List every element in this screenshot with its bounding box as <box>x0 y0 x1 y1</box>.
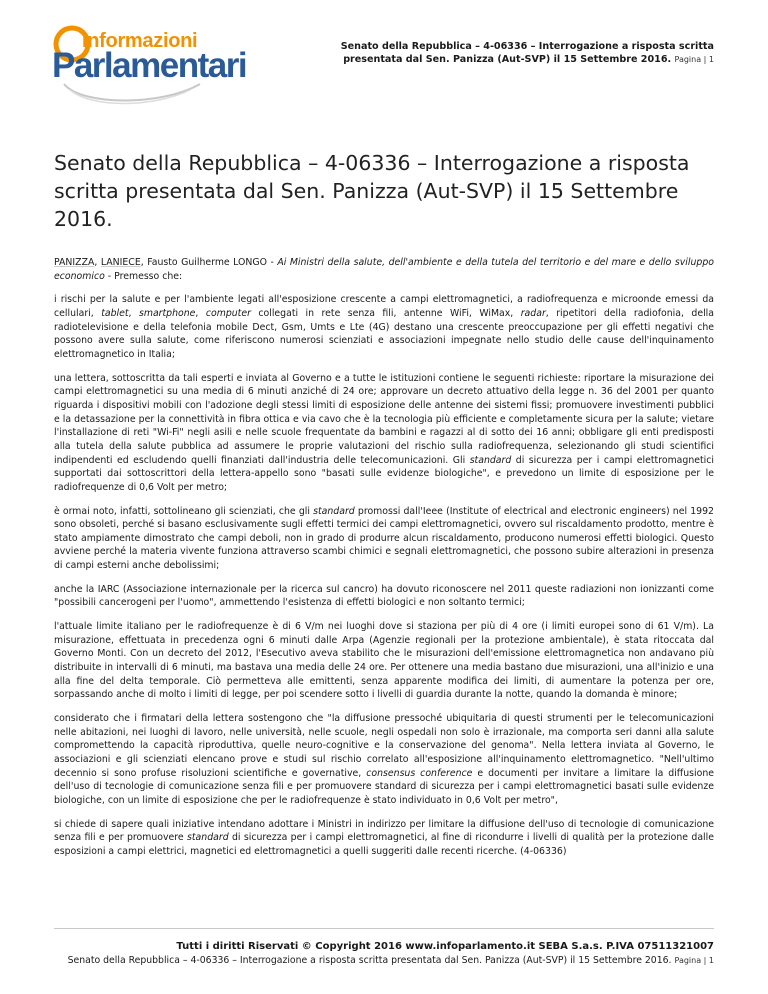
paragraph <box>54 712 714 808</box>
text-run: i rischi per la salute e per l'ambiente legati all'esposizione crescente a campi elettromagnetici, a radiofrequenza e microonde emessi da cellulari, <box>54 294 714 319</box>
italic-term: standard <box>469 454 512 466</box>
addressee: Ai Ministri della salute, dell'ambiente e della tutela del territorio e del mare e dello sviluppo economico <box>54 257 714 282</box>
premise: - Premesso che: <box>104 270 183 282</box>
text-run: di sicurezza per i campi elettromagnetici, al fine di ricondurre i livelli di qualità per la protezione dalle esposizioni a campi elettrici, magnetici ed elettromagnetici a quelli suggeriti dalle recenti ricerche. (4-06336) <box>54 832 714 857</box>
senator-name: Fausto Guilherme LONGO <box>147 257 267 268</box>
text-run: , <box>195 307 206 319</box>
text-run: collegati in rete senza fili, antenne WiFi, WiMax, <box>250 307 521 319</box>
italic-term: tablet <box>101 307 129 319</box>
running-header-line1: Senato della Repubblica – 4-06336 – Interrogazione a risposta scritta <box>340 41 714 52</box>
site-logo <box>52 14 247 106</box>
intro-paragraph: PANIZZA, LANIECE, Fausto Guilherme LONGO - Ai Ministri della salute, dell'ambiente e della tutela del territorio e del mare e dello sviluppo economico - Premesso che: <box>54 257 714 282</box>
text-run: , ripetitori della radiofonia, della radiotelevisione e della telefonia mobile Dect, Gsm, Umts e Lte (4G) destano una crescente preoccupazione per gli effetti negativi che possono avere sulla salute, come riferiscono numerosi scienziati e associazioni impegnate nello studio delle cause dell'inquinamento elettromagnetico in Italia; <box>54 307 714 360</box>
running-header-line2: presentata dal Sen. Panizza (Aut-SVP) il 15 Settembre 2016. <box>343 54 672 65</box>
paragraph <box>54 372 714 495</box>
header-page-number: Pagina | 1 <box>674 55 714 64</box>
text-run: si chiede di sapere quali iniziative intendano adottare i Ministri in indirizzo per limitare la diffusione dell'uso di tecnologie di comunicazione senza fili e per promuovere <box>54 818 714 844</box>
text-run: di sicurezza per i campi elettromagnetici supportati dai sottoscrittori della lettera-appello sono "basati sulle evidenze biologiche", e prevedono un limite di esposizione per le radiofrequenze di 0,6 Volt per metro; <box>54 454 714 493</box>
text-run: promossi dall'Ieee (Institute of electrical and electronic engineers) nel 1992 sono obsoleti, perché si basano esclusivamente sugli effetti termici dei campi elettromagnetici, ovvero sul riscaldamento prodotto, mentre è stato ampiamente dimostrato che campi deboli, non in grado di produrre alcun riscaldamento, producono numerosi effetti biologici. Questo avviene perché la materia vivente funziona attraverso scambi chimici e segnali elettromagnetici, che possono subire alterazioni in presenza di campi esterni anche debolissimi; <box>54 505 714 572</box>
italic-term: computer <box>205 307 251 319</box>
running-header <box>314 40 714 66</box>
document-title-line2: scritta presentata dal Sen. Panizza (Aut-SVP) il 15 Settembre 2016. <box>54 179 679 231</box>
paragraph <box>54 505 714 573</box>
paragraph: anche la IARC (Associazione internazionale per la ricerca sul cancro) ha dovuto riconoscere nel 2011 queste radiazioni non ionizzanti come "possibili cancerogeni per l'uomo", ammettendo l'esistenza di effetti biologici e non soltanto termici; <box>54 583 714 609</box>
italic-term: standard <box>187 832 229 844</box>
document-title-line1: Senato della Repubblica – 4-06336 – Interrogazione a risposta <box>54 151 690 175</box>
page-footer <box>14 940 714 968</box>
italic-term: smartphone <box>138 307 196 319</box>
footer-title: Senato della Repubblica – 4-06336 – Interrogazione a risposta scritta presentata dal Sen. Panizza (Aut-SVP) il 15 Settembre 2016. <box>67 955 672 966</box>
footer-divider <box>54 928 714 929</box>
italic-term: standard <box>313 505 355 517</box>
italic-term: consensus conference <box>366 767 473 779</box>
text-run: è ormai noto, infatti, sottolineano gli scienziati, che gli <box>54 505 314 517</box>
text-run: una lettera, sottoscritta da tali esperti e inviata al Governo e a tutte le istituzioni contiene le seguenti richieste: riportare la misurazione dei campi elettromagnetici su una media di 6 minuti anziché di 24 ore; approvare un decreto attuativo della legge n. 36 del 2001 per quanto riguarda i dispositivi mobili con l'adozione degli stessi limiti di esposizione delle antenne dei sistemi fissi; promuovere investimenti pubblici e la detassazione per la connettività in fibra ottica e via cavo che è la tecnologia più efficiente e completamente sicura per la salute; vietare l'installazione di reti "Wi-Fi" negli asili e nelle scuole frequentate da bambini e ragazzi al di sotto dei 16 anni; obbligare gli enti predisposti alla tutela della salute pubblica ad assumere le proprie valutazioni del rischio sulla radiofrequenza, selezionando gli studi scientifici indipendenti ed escludendo quelli finanziati dall'industria delle telecomunicazioni. Gli <box>54 372 714 466</box>
paragraph <box>54 818 714 859</box>
senator-name: PANIZZA <box>54 257 95 268</box>
senator-name: LANIECE <box>100 257 141 268</box>
document-body <box>54 256 714 869</box>
text-run: e documenti per invitare a limitare la diffusione dell'uso di tecnologie di comunicazione senza fili e per promuovere standard di sicurezza per i campi elettromagnetici basati sulle evidenze biologiche, con un limite di esposizione che per le radiofrequenze è stato individuato in 0,6 Volt per metro", <box>54 767 714 806</box>
text-run: , <box>128 307 139 319</box>
paragraph: l'attuale limite italiano per le radiofrequenze è di 6 V/m nei luoghi dove si staziona per più di 4 ore (i limiti europei sono di 61 V/m). La misurazione, effettuata in precedenza ogni 6 minuti dalle Arpa (Agenzie regionali per la protezione ambientale), è stata ritoccata dal Governo Monti. Con un decreto del 2012, l'Esecutivo aveva stabilito che le misurazioni dell'emissione elettromagnetica non andavano più distribuite in intervalli di 6 minuti, ma bastava una media delle 24 ore. Per ottenere una media bastano due misurazioni, una all'inizio e una alla fine del delta temporale. Ciò permetteva alle emittenti, senza apparente modifica dei limiti, di aumentare la potenza per ore, sorpassando anche di molto i limiti di legge, per poi scendere sotto i livelli di guardia durante la notte, quando la domanda è minore; <box>54 621 714 701</box>
italic-term: radar <box>520 307 546 319</box>
logo-text-parlamentari: Parlamentari <box>52 46 247 85</box>
logo-text-informazioni: Informazioni <box>82 30 198 52</box>
footer-page-number: Pagina | 1 <box>674 956 714 965</box>
paragraph <box>54 293 714 361</box>
footer-copyright: Tutti i diritti Riservati © Copyright 2016 www.infoparlamento.it SEBA S.a.s. P.IVA 07511321007 <box>176 941 714 952</box>
text-run: considerato che i firmatari della lettera sostengono che "la diffusione pressoché ubiquitaria di questi strumenti per le telecomunicazioni nelle abitazioni, nei luoghi di lavoro, nelle università, nelle scuole, negli ospedali non solo è irrazionale, ma comporta seri danni alla salute compromettendo la capacità riproduttiva, quelle neuro-cognitive e la conservazione del genoma". Nella lettera inviata al Governo, le associazioni e gli scienziati elencano prove e studi sul rischio correlato all'esposizione all'inquinamento elettromagnetico. "Nell'ultimo decennio si sono profuse risoluzioni scientifiche e governative, <box>54 713 714 779</box>
document-title <box>54 149 734 233</box>
